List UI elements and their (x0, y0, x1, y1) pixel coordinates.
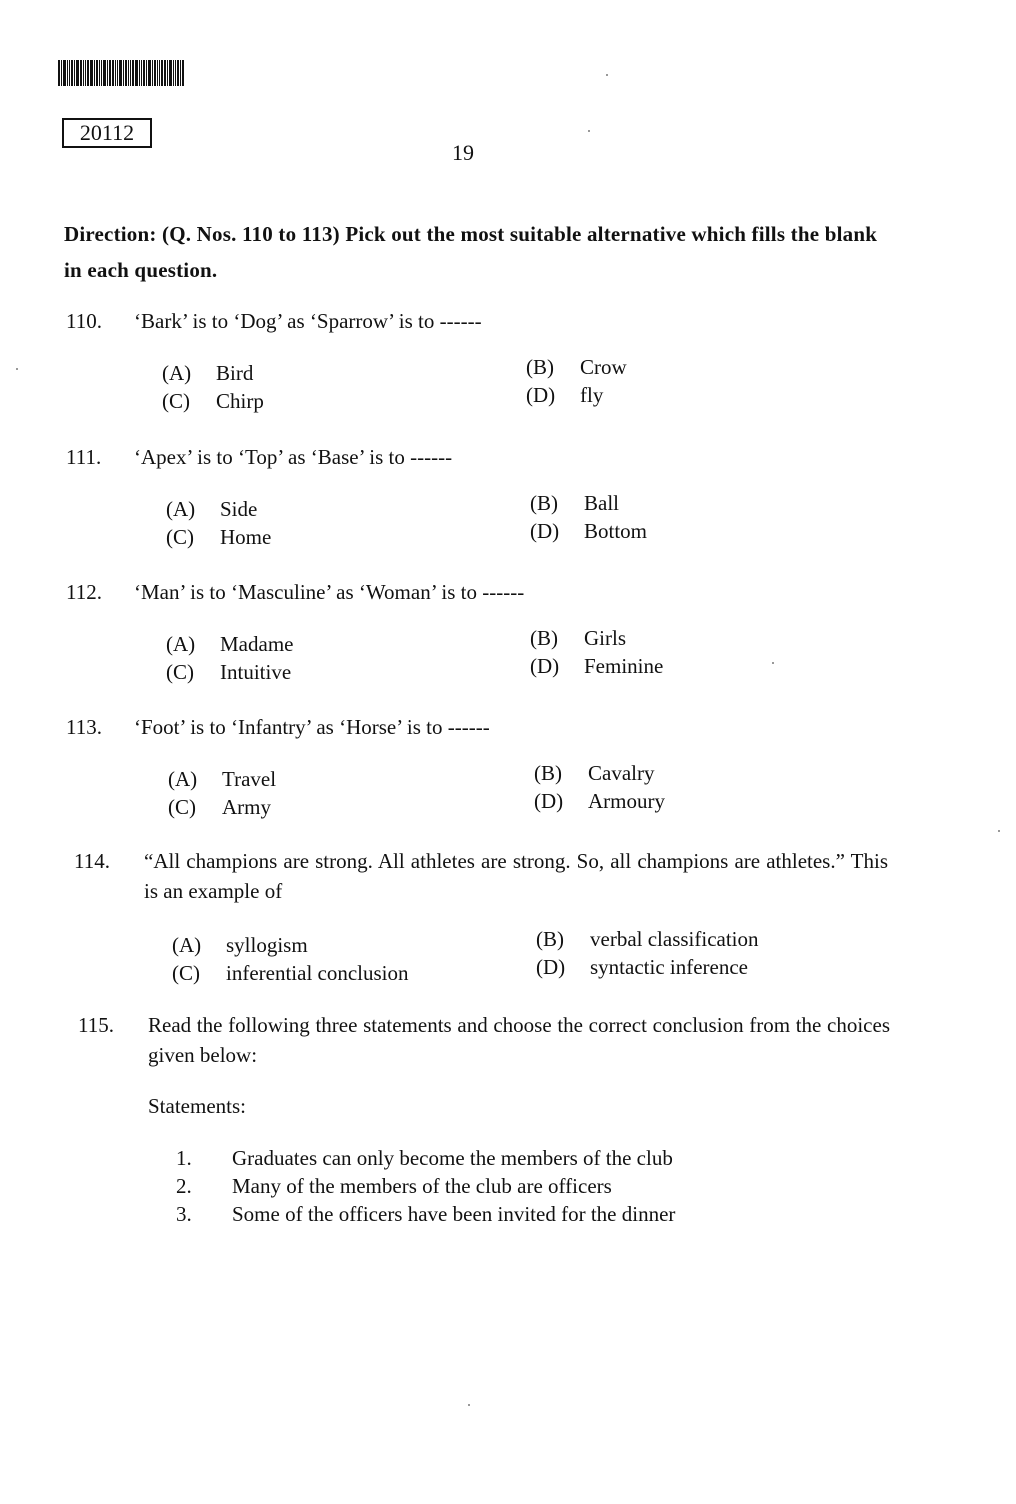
barcode (58, 60, 216, 86)
question-number: 114. (74, 849, 110, 873)
barcode-bar (146, 60, 147, 86)
barcode-bar (74, 60, 75, 86)
barcode-bar (87, 60, 89, 86)
scan-speck (16, 368, 18, 370)
option-b: (B) Girls (530, 626, 626, 650)
question-stem: “All champions are strong. All athletes are strong. So, all champions are athletes.” This is an example of (144, 849, 888, 903)
barcode-bar (157, 60, 158, 86)
option-c: (C) Chirp (162, 389, 264, 413)
barcode-bar (71, 60, 73, 86)
question-114 (74, 846, 890, 996)
option-a: (A) Side (166, 497, 258, 521)
barcode-bar (99, 60, 100, 86)
barcode-bar (173, 60, 174, 86)
question-number: 112. (66, 580, 102, 604)
barcode-bar (109, 60, 111, 86)
question-stem: ‘Apex’ is to ‘Top’ as ‘Base’ is to ------ (134, 445, 453, 469)
barcode-bar (139, 60, 140, 86)
barcode-bar (152, 60, 153, 86)
option-d: (D) Feminine (530, 654, 664, 678)
question-number: 110. (66, 309, 102, 333)
option-c: (C) Intuitive (166, 660, 292, 684)
question-112 (66, 577, 896, 687)
barcode-bar (123, 60, 124, 86)
barcode-bar (180, 60, 181, 86)
barcode-bar (63, 60, 66, 86)
barcode-bar (175, 60, 176, 86)
question-115 (78, 1010, 892, 1080)
option-a: (A) Bird (162, 361, 254, 385)
option-d: (D) Armoury (534, 789, 665, 813)
barcode-bar (177, 60, 179, 86)
barcode-bar (80, 60, 82, 86)
question-stem: ‘Bark’ is to ‘Dog’ as ‘Sparrow’ is to ------ (134, 309, 482, 333)
option-a: (A) Travel (168, 767, 277, 791)
question-111 (66, 442, 896, 552)
statements-heading: Statements: (148, 1094, 246, 1118)
page-number: 19 (452, 140, 474, 165)
option-a: (A) syllogism (172, 933, 308, 957)
scan-speck (998, 830, 1000, 832)
question-stem: ‘Foot’ is to ‘Infantry’ as ‘Horse’ is to ------ (134, 715, 490, 739)
barcode-bar (58, 60, 60, 86)
statement-2: 2. Many of the members of the club are officers (176, 1174, 612, 1198)
option-d: (D) syntactic inference (536, 955, 748, 979)
barcode-bar (141, 60, 142, 86)
question-stem: Read the following three statements and choose the correct conclusion from the choices given below: (148, 1013, 890, 1067)
barcode-bar (154, 60, 156, 86)
barcode-bar (101, 60, 102, 86)
barcode-bar (132, 60, 134, 86)
barcode-bar (182, 60, 184, 86)
barcode-bar (67, 60, 68, 86)
option-b: (B) Ball (530, 491, 619, 515)
barcode-bar (69, 60, 70, 86)
option-b: (B) Cavalry (534, 761, 655, 785)
barcode-bar (112, 60, 114, 86)
barcode-bar (103, 60, 106, 86)
option-a: (A) Madame (166, 632, 294, 656)
barcode-bar (83, 60, 84, 86)
barcode-bar (119, 60, 122, 86)
barcode-bar (96, 60, 98, 86)
option-c: (C) Home (166, 525, 272, 549)
barcode-bar (115, 60, 116, 86)
option-b: (B) Crow (526, 355, 627, 379)
scan-speck (606, 74, 608, 76)
barcode-bar (61, 60, 62, 86)
barcode-bar (90, 60, 93, 86)
barcode-bar (143, 60, 145, 86)
barcode-bar (125, 60, 127, 86)
question-stem: ‘Man’ is to ‘Masculine’ as ‘Woman’ is to ------ (134, 580, 525, 604)
barcode-bar (130, 60, 131, 86)
barcode-bar (148, 60, 151, 86)
option-c: (C) Army (168, 795, 271, 819)
question-number: 113. (66, 715, 102, 739)
barcode-bar (128, 60, 129, 86)
statement-1: 1. Graduates can only become the members of the club (176, 1146, 673, 1170)
option-d: (D) fly (526, 383, 604, 407)
barcode-bar (164, 60, 166, 86)
barcode-bar (161, 60, 163, 86)
option-b: (B) verbal classification (536, 927, 759, 951)
barcode-bar (76, 60, 79, 86)
barcode-bar (107, 60, 108, 86)
barcode-bar (117, 60, 118, 86)
statement-3: 3. Some of the officers have been invited for the dinner (176, 1202, 676, 1226)
paper-code-box: 20112 (62, 118, 152, 148)
direction-text: Direction: (Q. Nos. 110 to 113) Pick out the most suitable alternative which fills the blank in each question. (64, 222, 878, 282)
scan-speck (772, 662, 774, 664)
barcode-bar (94, 60, 95, 86)
option-c: (C) inferential conclusion (172, 961, 409, 985)
barcode-bar (159, 60, 160, 86)
scan-speck (588, 130, 590, 132)
question-number: 115. (78, 1013, 114, 1037)
question-number: 111. (66, 445, 102, 469)
barcode-bar (85, 60, 86, 86)
barcode-bar (167, 60, 168, 86)
barcode-bar (135, 60, 138, 86)
scan-speck (468, 1404, 470, 1406)
option-d: (D) Bottom (530, 519, 648, 543)
question-110 (66, 306, 896, 416)
question-113 (66, 712, 896, 822)
barcode-bar (169, 60, 172, 86)
